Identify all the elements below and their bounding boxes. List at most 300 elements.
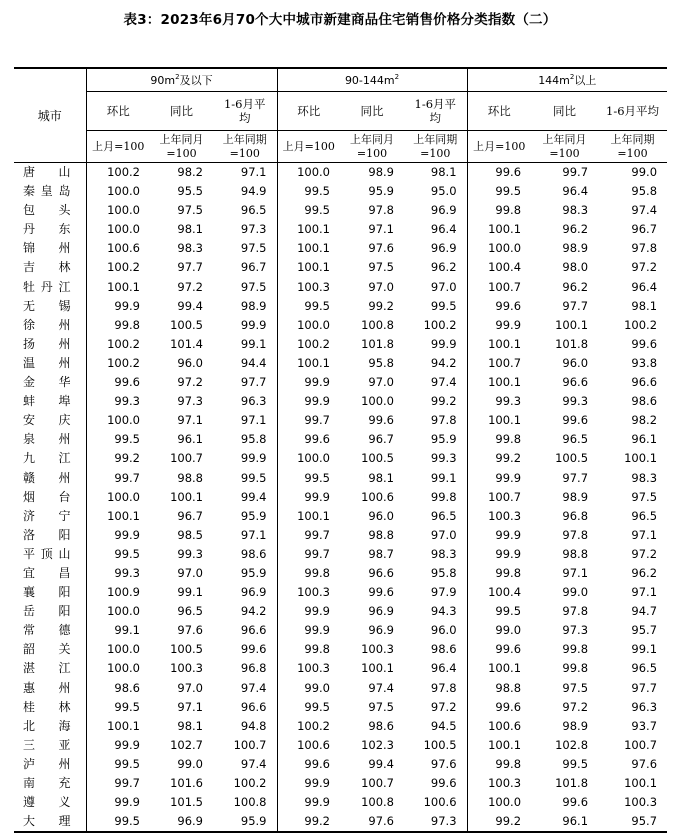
index-value: 99.1 (177, 585, 203, 600)
table-row (14, 659, 667, 678)
index-value: 100.3 (488, 776, 522, 790)
city-name: 九江 (14, 449, 86, 468)
index-value: 94.7 (631, 604, 658, 619)
index-value: 99.7 (114, 776, 140, 790)
city-name: 常德 (14, 621, 86, 640)
index-value: 99.5 (304, 699, 330, 714)
index-value: 99.5 (114, 699, 140, 714)
index-value: 100.1 (297, 355, 330, 370)
index-value: 96.9 (368, 623, 394, 638)
index-value: 96.3 (213, 392, 277, 411)
index-value: 97.1 (213, 411, 277, 430)
index-value: 99.5 (304, 298, 330, 313)
index-value: 97.8 (562, 604, 589, 619)
index-value: 100.1 (624, 451, 658, 466)
city-name: 湛江 (14, 659, 86, 678)
index-value: 98.9 (562, 489, 589, 504)
index-value: 99.5 (304, 203, 330, 218)
index-value: 100.7 (170, 451, 203, 466)
city-name: 宜昌 (14, 564, 86, 583)
city-name: 唐山 (14, 163, 86, 183)
index-value: 99.2 (404, 392, 467, 411)
index-value: 95.8 (631, 184, 658, 199)
city-name: 桂林 (14, 698, 86, 717)
city-name: 济宁 (14, 507, 86, 526)
index-value: 97.3 (213, 220, 277, 239)
index-value: 98.8 (562, 546, 589, 561)
index-value: 97.5 (213, 239, 277, 258)
index-value: 99.3 (562, 394, 589, 409)
index-value: 100.2 (107, 260, 140, 275)
index-value: 97.4 (368, 680, 394, 695)
index-value: 99.0 (495, 623, 522, 638)
city-name: 烟台 (14, 488, 86, 507)
table-body (14, 163, 667, 833)
index-value: 97.1 (631, 527, 658, 542)
index-value: 99.6 (495, 298, 522, 313)
index-value: 97.0 (404, 526, 467, 545)
index-value: 99.6 (213, 640, 277, 659)
index-value: 101.6 (170, 776, 203, 790)
index-value: 97.2 (177, 279, 203, 294)
index-value: 99.9 (304, 489, 330, 504)
index-value: 101.8 (555, 336, 589, 351)
index-value: 99.2 (495, 451, 522, 466)
index-value: 100.6 (107, 241, 140, 256)
index-value: 99.6 (114, 375, 140, 390)
index-value: 100.2 (624, 317, 658, 332)
header-group-medium: $90-144m^2$ (277, 68, 467, 92)
header-group-large: $144m^2$以上 (467, 68, 667, 92)
index-value: 99.9 (304, 394, 330, 409)
index-value: 100.1 (297, 222, 330, 237)
index-value: 97.7 (177, 260, 203, 275)
index-value: 99.0 (177, 756, 203, 771)
index-value: 96.5 (177, 604, 203, 619)
index-value: 95.9 (404, 430, 467, 449)
index-value: 99.8 (304, 642, 330, 657)
city-name: 金华 (14, 373, 86, 392)
index-value: 96.8 (562, 508, 589, 523)
index-value: 100.0 (107, 413, 140, 428)
index-value: 100.3 (297, 279, 330, 294)
index-value: 100.7 (488, 355, 522, 370)
index-value: 94.8 (213, 717, 277, 736)
index-value: 97.1 (177, 699, 203, 714)
index-value: 96.9 (404, 239, 467, 258)
header-base-0-1: 上年同月 =100 (150, 131, 213, 163)
index-value: 96.1 (531, 812, 598, 832)
index-value: 101.8 (555, 776, 589, 790)
table-row (14, 297, 667, 316)
header-sub-0-2: 1-6月平 均 (213, 92, 277, 131)
index-value: 97.1 (213, 163, 277, 183)
index-value: 100.3 (624, 795, 658, 810)
index-value: 100.0 (488, 241, 522, 256)
index-value: 99.6 (495, 642, 522, 657)
index-value: 99.9 (114, 795, 140, 810)
index-value: 97.8 (404, 411, 467, 430)
index-value: 98.3 (177, 241, 203, 256)
index-value: 98.9 (213, 297, 277, 316)
index-value: 97.1 (562, 565, 589, 580)
index-value: 96.4 (631, 279, 658, 294)
table-row (14, 621, 667, 640)
table-row (14, 545, 667, 564)
index-value: 99.5 (86, 812, 150, 832)
index-value: 100.1 (297, 508, 330, 523)
index-value: 96.9 (213, 583, 277, 602)
index-value: 98.1 (177, 718, 203, 733)
index-value: 100.1 (107, 279, 140, 294)
index-value: 97.7 (631, 680, 658, 695)
city-name: 蚌埠 (14, 392, 86, 411)
index-value: 99.5 (404, 297, 467, 316)
index-value: 97.8 (404, 679, 467, 698)
index-value: 100.5 (361, 451, 394, 466)
city-name: 襄阳 (14, 583, 86, 602)
index-value: 99.5 (304, 184, 330, 199)
index-value: 98.6 (114, 680, 140, 695)
index-value: 96.6 (562, 375, 589, 390)
index-value: 97.1 (177, 413, 203, 428)
index-value: 96.1 (177, 432, 203, 447)
index-value: 95.9 (368, 184, 394, 199)
index-value: 97.0 (177, 680, 203, 695)
index-value: 100.7 (361, 776, 394, 790)
table-row (14, 564, 667, 583)
header-base-1-0: 上月=100 (277, 131, 340, 163)
index-value: 100.2 (404, 316, 467, 335)
city-name: 泸州 (14, 755, 86, 774)
index-value: 99.9 (495, 317, 522, 332)
index-value: 100.2 (213, 774, 277, 793)
city-name: 吉林 (14, 258, 86, 277)
table-row (14, 335, 667, 354)
index-value: 96.7 (213, 258, 277, 277)
index-value: 97.1 (213, 526, 277, 545)
table-row (14, 239, 667, 258)
index-value: 99.6 (368, 413, 394, 428)
index-value: 99.7 (304, 527, 330, 542)
index-value: 96.7 (631, 222, 658, 237)
index-value: 96.9 (404, 201, 467, 220)
index-value: 99.9 (404, 335, 467, 354)
index-value: 100.0 (107, 184, 140, 199)
table-row (14, 679, 667, 698)
table-row (14, 526, 667, 545)
index-value: 97.5 (368, 699, 394, 714)
index-value: 97.3 (404, 812, 467, 832)
index-value: 96.3 (631, 699, 658, 714)
index-value: 100.3 (297, 585, 330, 600)
index-value: 98.3 (631, 470, 658, 485)
index-value: 100.7 (624, 737, 658, 752)
index-value: 99.9 (304, 776, 330, 790)
index-value: 99.6 (495, 165, 522, 179)
index-value: 93.8 (631, 355, 658, 370)
index-value: 99.6 (368, 585, 394, 600)
index-value: 99.4 (177, 298, 203, 313)
city-name: 平顶山 (14, 545, 86, 564)
index-value: 100.5 (404, 736, 467, 755)
index-value: 100.8 (361, 795, 394, 810)
index-value: 94.2 (404, 354, 467, 373)
index-value: 98.6 (631, 394, 658, 409)
page-title: 表3：2023年6月70个大中城市新建商品住宅销售价格分类指数（二） (123, 12, 557, 28)
index-value: 97.8 (631, 241, 658, 256)
index-value: 96.5 (631, 661, 658, 676)
index-value: 95.9 (213, 812, 277, 832)
header-sub-0-1: 同比 (150, 92, 213, 131)
index-value: 100.5 (170, 642, 203, 657)
index-value: 99.9 (114, 527, 140, 542)
header-sub-1-2: 1-6月平 均 (404, 92, 467, 131)
index-value: 99.9 (495, 546, 522, 561)
index-value: 98.8 (495, 680, 522, 695)
index-value: 96.5 (404, 507, 467, 526)
index-value: 97.8 (368, 203, 394, 218)
table-row (14, 392, 667, 411)
header-base-0-2: 上年同期 =100 (213, 131, 277, 163)
index-value: 99.5 (213, 469, 277, 488)
index-value: 97.2 (404, 698, 467, 717)
index-value: 99.6 (562, 795, 589, 810)
index-value: 96.0 (177, 355, 203, 370)
index-value: 94.2 (213, 602, 277, 621)
index-value: 99.2 (277, 812, 340, 832)
index-value: 100.0 (297, 317, 330, 332)
table-row (14, 602, 667, 621)
index-value: 99.5 (304, 470, 330, 485)
city-name: 安庆 (14, 411, 86, 430)
price-index-table (14, 67, 667, 833)
index-value: 99.6 (404, 774, 467, 793)
index-value: 99.3 (177, 546, 203, 561)
index-value: 97.6 (177, 623, 203, 638)
index-value: 99.2 (467, 812, 531, 832)
city-name: 泉州 (14, 430, 86, 449)
index-value: 100.2 (107, 336, 140, 351)
table-row (14, 488, 667, 507)
index-value: 100.1 (361, 661, 394, 676)
index-value: 99.9 (495, 470, 522, 485)
index-value: 100.1 (170, 489, 203, 504)
index-value: 99.9 (495, 527, 522, 542)
header-city: 城市 (14, 68, 86, 163)
index-value: 96.6 (213, 621, 277, 640)
index-value: 96.6 (631, 375, 658, 390)
index-value: 99.3 (404, 449, 467, 468)
index-value: 95.7 (598, 812, 667, 832)
index-value: 99.5 (114, 432, 140, 447)
index-value: 97.2 (562, 699, 589, 714)
index-value: 96.4 (562, 184, 589, 199)
city-name: 岳阳 (14, 602, 86, 621)
index-value: 96.7 (177, 508, 203, 523)
city-name: 包头 (14, 201, 86, 220)
header-base-1-2: 上年同期 =100 (404, 131, 467, 163)
index-value: 97.2 (631, 546, 658, 561)
index-value: 100.1 (107, 718, 140, 733)
index-value: 96.9 (150, 812, 213, 832)
index-value: 99.9 (304, 623, 330, 638)
header-base-2-0: 上月=100 (467, 131, 531, 163)
index-value: 100.3 (488, 508, 522, 523)
index-value: 99.9 (304, 795, 330, 810)
index-value: 98.5 (177, 527, 203, 542)
city-name: 南充 (14, 774, 86, 793)
index-value: 99.1 (114, 623, 140, 638)
table-row (14, 774, 667, 793)
index-value: 95.0 (404, 182, 467, 201)
city-name: 大理 (14, 812, 86, 832)
index-value: 100.1 (488, 375, 522, 390)
index-value: 100.4 (488, 585, 522, 600)
index-value: 99.8 (495, 203, 522, 218)
index-value: 97.5 (177, 203, 203, 218)
index-value: 93.7 (631, 718, 658, 733)
index-value: 98.6 (404, 640, 467, 659)
index-value: 96.2 (404, 258, 467, 277)
index-value: 100.8 (361, 317, 394, 332)
table-row (14, 278, 667, 297)
index-value: 100.0 (107, 222, 140, 237)
index-value: 98.0 (562, 260, 589, 275)
index-value: 102.3 (361, 737, 394, 752)
table-row (14, 163, 667, 183)
index-value: 95.8 (368, 355, 394, 370)
table-row (14, 201, 667, 220)
index-value: 100.2 (297, 718, 330, 733)
index-value: 96.2 (631, 565, 658, 580)
index-value: 99.9 (114, 737, 140, 752)
index-value: 97.7 (213, 373, 277, 392)
index-value: 100.6 (361, 489, 394, 504)
index-value: 100.1 (488, 661, 522, 676)
index-value: 97.2 (177, 375, 203, 390)
index-value: 99.5 (114, 756, 140, 771)
header-sub-1-1: 同比 (340, 92, 404, 131)
index-value: 99.3 (495, 394, 522, 409)
index-value: 97.7 (562, 298, 589, 313)
index-value: 100.0 (297, 165, 330, 179)
index-value: 99.6 (304, 756, 330, 771)
index-value: 98.9 (368, 165, 394, 179)
index-value: 97.7 (562, 470, 589, 485)
index-value: 99.9 (304, 375, 330, 390)
city-name: 丹东 (14, 220, 86, 239)
index-value: 99.9 (213, 316, 277, 335)
index-value: 96.0 (562, 355, 589, 370)
header-base-1-1: 上年同月 =100 (340, 131, 404, 163)
index-value: 96.4 (404, 659, 467, 678)
index-value: 96.9 (368, 604, 394, 619)
index-value: 99.3 (114, 394, 140, 409)
index-value: 100.0 (107, 203, 140, 218)
city-name: 温州 (14, 354, 86, 373)
city-name: 洛阳 (14, 526, 86, 545)
index-value: 97.6 (368, 241, 394, 256)
table-row (14, 373, 667, 392)
index-value: 100.0 (107, 604, 140, 619)
index-value: 100.6 (404, 793, 467, 812)
index-value: 100.5 (555, 451, 589, 466)
index-value: 100.1 (107, 508, 140, 523)
index-value: 100.9 (107, 585, 140, 600)
table-row (14, 258, 667, 277)
index-value: 96.1 (631, 432, 658, 447)
index-value: 95.8 (404, 564, 467, 583)
index-value: 98.1 (177, 222, 203, 237)
index-value: 99.7 (304, 413, 330, 428)
index-value: 100.2 (297, 336, 330, 351)
header-base-2-2: 上年同期 =100 (598, 131, 667, 163)
index-value: 99.8 (495, 565, 522, 580)
index-value: 97.4 (213, 679, 277, 698)
index-value: 100.3 (361, 642, 394, 657)
table-row (14, 469, 667, 488)
index-value: 98.1 (404, 163, 467, 183)
index-value: 99.4 (368, 756, 394, 771)
index-value: 98.9 (562, 241, 589, 256)
header-sub-2-2: 1-6月平均 (598, 92, 667, 131)
index-value: 100.1 (488, 222, 522, 237)
index-value: 101.5 (170, 795, 203, 810)
index-value: 97.2 (631, 260, 658, 275)
index-value: 100.7 (488, 279, 522, 294)
index-value: 99.3 (114, 565, 140, 580)
index-value: 97.4 (404, 373, 467, 392)
index-value: 100.0 (297, 451, 330, 466)
index-value: 99.0 (304, 680, 330, 695)
index-value: 99.5 (562, 756, 589, 771)
index-value: 98.3 (404, 545, 467, 564)
index-value: 97.5 (368, 260, 394, 275)
index-value: 99.8 (114, 317, 140, 332)
index-value: 96.8 (213, 659, 277, 678)
index-value: 98.8 (177, 470, 203, 485)
index-value: 99.8 (404, 488, 467, 507)
index-value: 99.5 (495, 604, 522, 619)
index-value: 99.1 (404, 469, 467, 488)
index-value: 100.5 (170, 317, 203, 332)
index-value: 96.0 (404, 621, 467, 640)
index-value: 96.6 (368, 565, 394, 580)
index-value: 97.5 (562, 680, 589, 695)
index-value: 101.4 (170, 336, 203, 351)
index-value: 95.5 (177, 184, 203, 199)
index-value: 99.1 (213, 335, 277, 354)
index-value: 100.1 (488, 336, 522, 351)
index-value: 100.1 (488, 737, 522, 752)
index-value: 99.5 (495, 184, 522, 199)
index-value: 97.8 (562, 527, 589, 542)
city-name: 扬州 (14, 335, 86, 354)
index-value: 97.5 (631, 489, 658, 504)
index-value: 99.7 (562, 165, 589, 179)
index-value: 96.2 (562, 222, 589, 237)
table-row (14, 449, 667, 468)
index-value: 98.8 (368, 527, 394, 542)
index-value: 97.6 (340, 812, 404, 832)
index-value: 94.3 (404, 602, 467, 621)
index-value: 100.1 (488, 413, 522, 428)
index-value: 98.1 (368, 470, 394, 485)
header-sub-1-0: 环比 (277, 92, 340, 131)
city-name: 惠州 (14, 679, 86, 698)
index-value: 102.7 (170, 737, 203, 752)
